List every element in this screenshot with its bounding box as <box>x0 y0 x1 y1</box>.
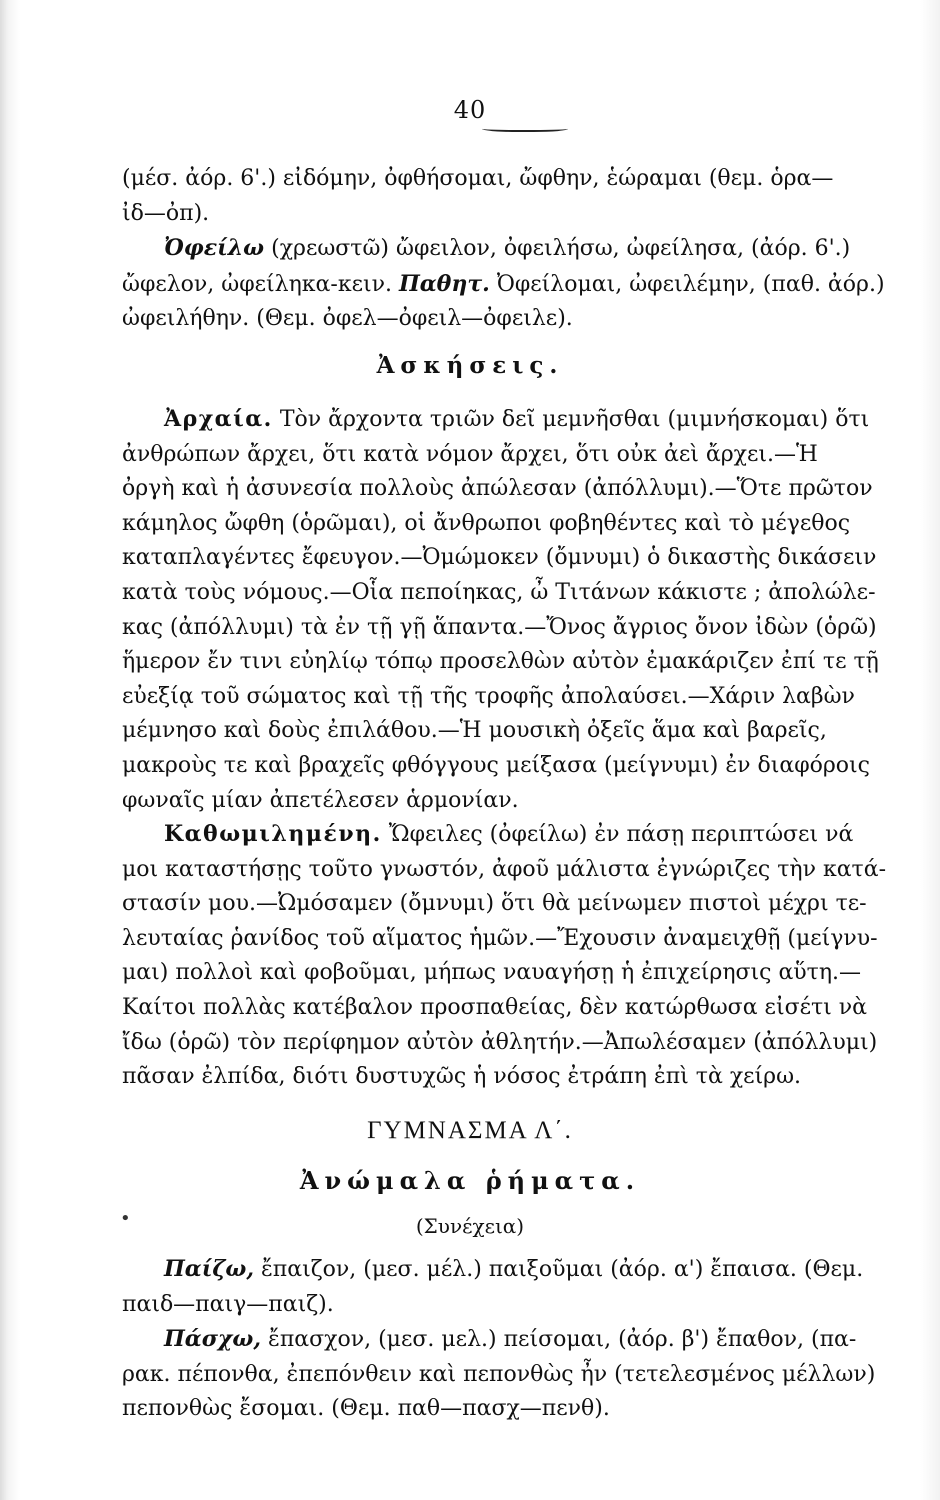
text-line: εὐεξίᾳ τοῦ σώματος καὶ τῇ τῆς τροφῆς ἀπολαύσει.—Χάριν λαβὼν <box>122 683 855 709</box>
page-number: 40 <box>453 96 487 124</box>
text-line: μακροὺς τε καὶ βραχεῖς φθόγγους μείξασα (μείγνυμι) ἐν διαφόροις <box>122 752 870 778</box>
text-line: φωναῖς μίαν ἀπετέλεσεν ἁρμονίαν. <box>122 787 519 813</box>
archaia-paragraph <box>122 402 904 818</box>
pascho-entry <box>122 1322 904 1427</box>
text-span: ἔπασχον, (μεσ. μελ.) πείσομαι, (ἀόρ. β') ἔπαθον, (πα- <box>268 1327 857 1352</box>
text-line: μαι) πολλοὶ καὶ φοβοῦμαι, μήπως ναυαγήσῃ ἡ ἐπιχείρησις αὕτη.— <box>122 960 862 986</box>
lemma-ofeilo: Ὀφείλω <box>164 235 265 262</box>
text-span: ὤφελον, ὠφείληκα-κειν. <box>122 271 392 297</box>
anomala-heading: Ἀνώμαλα ῥήματα. <box>299 1166 641 1195</box>
page-number-underline <box>482 124 568 132</box>
archaia-label: Ἀρχαία. <box>164 406 273 432</box>
kathomilimeni-label: Καθωμιλημένη. <box>164 821 382 847</box>
text-line: ἰδ—ὀπ). <box>122 200 210 226</box>
synecheia-subtitle: (Συνέχεια) <box>415 1214 525 1238</box>
text-line: μοι καταστήσῃς τοῦτο γνωστόν, ἀφοῦ μάλιστα ἐγνώριζες τὴν κατά- <box>122 856 887 882</box>
gymnasma-heading: ΓΥΜΝΑΣΜΑ Λ΄. <box>367 1117 573 1144</box>
text-line: κάμηλος ὤφθη (ὁρῶμαι), οἱ ἄνθρωποι φοβηθέντες καὶ τὸ μέγεθος <box>122 510 851 536</box>
text-line: πᾶσαν ἐλπίδα, διότι δυστυχῶς ἡ νόσος ἐτράπη ἐπὶ τὰ χείρω. <box>122 1064 802 1090</box>
paizo-entry <box>122 1252 904 1322</box>
lemma-paizo: Παίζω, <box>164 1256 254 1282</box>
ofeilo-entry <box>122 231 904 267</box>
text-line: καταπλαγέντες ἔφευγον.—Ὀμώμοκεν (ὄμνυμι) ὁ δικαστὴς δικάσειν <box>122 545 877 571</box>
text-line <box>122 267 904 303</box>
text-line: παιδ—παιγ—παιζ). <box>122 1291 334 1317</box>
text-line: ρακ. πέπονθα, ἐπεπόνθειν καὶ πεπονθὼς ἦν (τετελεσμένος μέλλων) <box>122 1361 876 1387</box>
text-line <box>122 817 904 853</box>
text-line: (μέσ. ἀόρ. 6'.) εἰδόμην, ὀφθήσομαι, ὤφθην, ἑώραμαι (θεμ. ὁρα— <box>122 166 834 191</box>
text-span: Ὀφείλομαι, ὠφειλέμην, (παθ. ἀόρ.) <box>496 271 885 297</box>
stray-mark: • <box>120 1208 131 1229</box>
text-line: ἀνθρώπων ἄρχει, ὅτι κατὰ νόμον ἄρχει, ὅτι οὐκ ἀεὶ ἄρχει.—Ἡ <box>122 441 818 467</box>
text-line: ὠφειλήθην. (Θεμ. ὀφελ—ὀφειλ—ὀφειλε). <box>122 306 573 332</box>
text-line: πεπονθὼς ἔσομαι. (Θεμ. παθ—πασχ—πενθ). <box>122 1396 610 1422</box>
text-line: ἴδω (ὁρῶ) τὸν περίφημον αὐτὸν ἀθλητήν.—Ἀπωλέσαμεν (ἀπόλλυμι) <box>122 1029 878 1055</box>
text-line: ἥμερον ἔν τινι εὐηλίῳ τόπῳ προσελθὼν αὐτὸν ἐμακάριζεν ἐπί τε τῇ <box>122 649 879 675</box>
text-line: λευταίας ῥανίδος τοῦ αἵματος ἡμῶν.—Ἔχουσιν ἀναμειχθῇ (μείγνυ- <box>122 925 878 951</box>
text-line <box>122 402 904 438</box>
text-line: κας (ἀπόλλυμι) τὰ ἐν τῇ γῇ ἅπαντα.—Ὄνος ἄγριος ὄνον ἰδὼν (ὁρῶ) <box>122 614 877 640</box>
text-line: ὀργὴ καὶ ἡ ἀσυνεσία πολλοὺς ἀπώλεσαν (ἀπόλλυμι).—Ὅτε πρῶτον <box>122 476 873 502</box>
text-line: κατὰ τοὺς νόμους.—Οἷα πεποίηκας, ὦ Τιτάνων κάκιστε ; ἀπολώλε- <box>122 579 876 605</box>
text-span: (χρεωστῶ) ὤφειλον, ὀφειλήσω, ὠφείλησα, (ἀόρ. 6'.) <box>271 236 851 262</box>
kathomilimeni-paragraph <box>122 817 904 1095</box>
text-line: Καίτοι πολλὰς κατέβαλον προσπαθείας, δὲν κατώρθωσα εἰσέτι νὰ <box>122 994 868 1020</box>
text-line <box>122 1252 904 1288</box>
pathet-label: Παθητ. <box>398 270 490 297</box>
askiseis-heading: Ἀσκήσεις. <box>376 352 564 379</box>
text-span: Τὸν ἄρχοντα τριῶν δεῖ μεμνῆσθαι (μιμνήσκομαι) ὅτι <box>279 407 870 432</box>
text-line <box>122 1322 904 1358</box>
text-line: μέμνησο καὶ δοὺς ἐπιλάθου.—Ἡ μουσικὴ ὀξεῖς ἅμα καὶ βαρεῖς, <box>122 718 827 744</box>
top-paragraph <box>122 162 904 337</box>
text-span: ἔπαιζον, (μεσ. μέλ.) παιξοῦμαι (ἀόρ. α') ἔπαισα. (Θεμ. <box>261 1257 864 1282</box>
text-line: στασίν μου.—Ὠμόσαμεν (ὄμνυμι) ὅτι θὰ μείνωμεν πιστοὶ μέχρι τε- <box>122 891 867 917</box>
text-span: Ὤφειλες (ὀφείλω) ἐν πάσῃ περιπτώσει νά <box>388 822 854 847</box>
lemma-pascho: Πάσχω, <box>164 1326 262 1352</box>
